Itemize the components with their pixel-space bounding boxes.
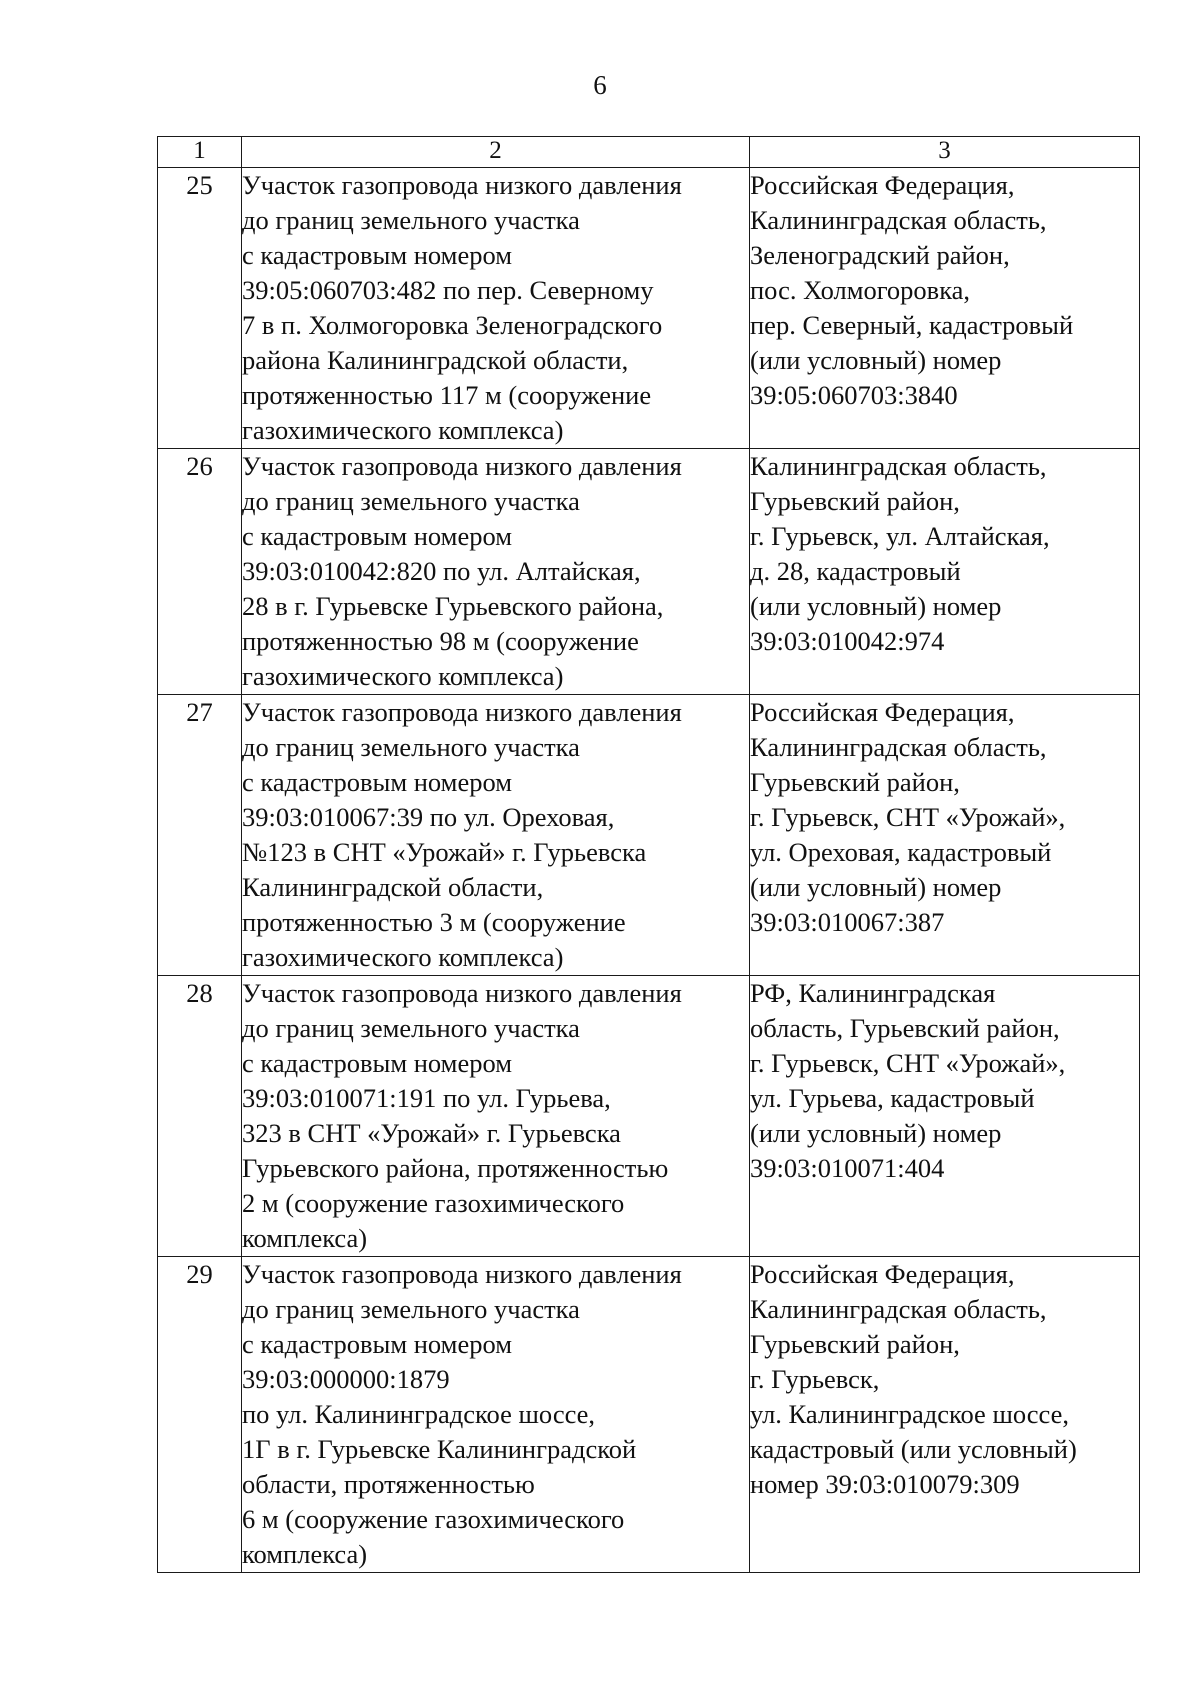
address-line: Калининградская область, xyxy=(750,451,1047,481)
address-line: (или условный) номер xyxy=(750,345,1002,375)
table-row xyxy=(158,695,1140,976)
description-line: района Калининградской области, xyxy=(242,345,629,375)
address-line: Гурьевский район, xyxy=(750,767,960,797)
description-line: до границ земельного участка xyxy=(242,205,580,235)
description-line: до границ земельного участка xyxy=(242,1013,580,1043)
row-description xyxy=(242,976,750,1257)
address-line: (или условный) номер xyxy=(750,872,1002,902)
description-line: Участок газопровода низкого давления xyxy=(242,170,682,200)
description-line: 39:03:010067:39 по ул. Ореховая, xyxy=(242,802,615,832)
row-number: 25 xyxy=(158,168,242,449)
description-line: Участок газопровода низкого давления xyxy=(242,697,682,727)
address-line: 39:03:010042:974 xyxy=(750,626,945,656)
row-number: 26 xyxy=(158,449,242,695)
address-line: область, Гурьевский район, xyxy=(750,1013,1060,1043)
description-line: 39:03:010071:191 по ул. Гурьева, xyxy=(242,1083,611,1113)
table-row xyxy=(158,449,1140,695)
address-line: г. Гурьевск, xyxy=(750,1364,880,1394)
address-line: (или условный) номер xyxy=(750,1118,1002,1148)
address-line: ул. Ореховая, кадастровый xyxy=(750,837,1052,867)
description-line: области, протяженностью xyxy=(242,1469,535,1499)
column-header-description: 2 xyxy=(242,137,750,168)
row-description xyxy=(242,168,750,449)
description-line: 7 в п. Холмогоровка Зеленоградского xyxy=(242,310,663,340)
description-line: Калининградской области, xyxy=(242,872,544,902)
row-address xyxy=(750,695,1140,976)
description-line: газохимического комплекса) xyxy=(242,415,564,445)
table-header-row xyxy=(158,137,1140,168)
address-line: Зеленоградский район, xyxy=(750,240,1010,270)
description-line: 1Г в г. Гурьевске Калининградской xyxy=(242,1434,637,1464)
row-number: 28 xyxy=(158,976,242,1257)
description-line: с кадастровым номером xyxy=(242,240,512,270)
description-line: комплекса) xyxy=(242,1223,368,1253)
description-line: 39:05:060703:482 по пер. Северному xyxy=(242,275,654,305)
address-line: 39:05:060703:3840 xyxy=(750,380,958,410)
row-address xyxy=(750,449,1140,695)
description-line: с кадастровым номером xyxy=(242,1048,512,1078)
address-line: г. Гурьевск, СНТ «Урожай», xyxy=(750,802,1066,832)
description-line: комплекса) xyxy=(242,1539,368,1569)
description-line: Гурьевского района, протяженностью xyxy=(242,1153,669,1183)
description-line: протяженностью 98 м (сооружение xyxy=(242,626,639,656)
description-line: Участок газопровода низкого давления xyxy=(242,1259,682,1289)
description-line: газохимического комплекса) xyxy=(242,942,564,972)
description-line: до границ земельного участка xyxy=(242,486,580,516)
address-line: пер. Северный, кадастровый xyxy=(750,310,1074,340)
address-line: 39:03:010067:387 xyxy=(750,907,945,937)
row-address xyxy=(750,168,1140,449)
description-line: до границ земельного участка xyxy=(242,1294,580,1324)
description-line: Участок газопровода низкого давления xyxy=(242,451,682,481)
address-line: Гурьевский район, xyxy=(750,486,960,516)
description-line: газохимического комплекса) xyxy=(242,661,564,691)
description-line: протяженностью 3 м (сооружение xyxy=(242,907,626,937)
description-line: с кадастровым номером xyxy=(242,521,512,551)
description-line: 6 м (сооружение газохимического xyxy=(242,1504,625,1534)
description-line: 39:03:010042:820 по ул. Алтайская, xyxy=(242,556,641,586)
row-number: 29 xyxy=(158,1257,242,1573)
column-header-number: 1 xyxy=(158,137,242,168)
description-line: до границ земельного участка xyxy=(242,732,580,762)
address-line: Российская Федерация, xyxy=(750,697,1015,727)
table-body xyxy=(158,168,1140,1573)
page-number: 6 xyxy=(593,70,607,100)
table-row xyxy=(158,1257,1140,1573)
row-address xyxy=(750,1257,1140,1573)
address-line: ул. Калининградское шоссе, xyxy=(750,1399,1069,1429)
row-description xyxy=(242,449,750,695)
address-line: Российская Федерация, xyxy=(750,1259,1015,1289)
address-line: д. 28, кадастровый xyxy=(750,556,961,586)
address-line: Гурьевский район, xyxy=(750,1329,960,1359)
description-line: №123 в СНТ «Урожай» г. Гурьевска xyxy=(242,837,647,867)
address-line: ул. Гурьева, кадастровый xyxy=(750,1083,1035,1113)
description-line: 323 в СНТ «Урожай» г. Гурьевска xyxy=(242,1118,621,1148)
column-header-address: 3 xyxy=(750,137,1140,168)
description-line: с кадастровым номером xyxy=(242,767,512,797)
address-line: РФ, Калининградская xyxy=(750,978,996,1008)
description-line: по ул. Калининградское шоссе, xyxy=(242,1399,596,1429)
description-line: 39:03:000000:1879 xyxy=(242,1364,450,1394)
description-line: Участок газопровода низкого давления xyxy=(242,978,682,1008)
table-row xyxy=(158,976,1140,1257)
address-line: Российская Федерация, xyxy=(750,170,1015,200)
address-line: 39:03:010071:404 xyxy=(750,1153,945,1183)
description-line: протяженностью 117 м (сооружение xyxy=(242,380,652,410)
table-row xyxy=(158,168,1140,449)
row-address xyxy=(750,976,1140,1257)
address-line: Калининградская область, xyxy=(750,732,1047,762)
row-description xyxy=(242,1257,750,1573)
address-line: г. Гурьевск, СНТ «Урожай», xyxy=(750,1048,1066,1078)
description-line: 28 в г. Гурьевске Гурьевского района, xyxy=(242,591,664,621)
row-description xyxy=(242,695,750,976)
address-line: Калининградская область, xyxy=(750,1294,1047,1324)
address-line: кадастровый (или условный) xyxy=(750,1434,1077,1464)
address-line: г. Гурьевск, ул. Алтайская, xyxy=(750,521,1050,551)
address-line: Калининградская область, xyxy=(750,205,1047,235)
registry-table xyxy=(157,136,1140,1573)
address-line: пос. Холмогоровка, xyxy=(750,275,971,305)
address-line: (или условный) номер xyxy=(750,591,1002,621)
description-line: с кадастровым номером xyxy=(242,1329,512,1359)
address-line: номер 39:03:010079:309 xyxy=(750,1469,1020,1499)
row-number: 27 xyxy=(158,695,242,976)
description-line: 2 м (сооружение газохимического xyxy=(242,1188,625,1218)
